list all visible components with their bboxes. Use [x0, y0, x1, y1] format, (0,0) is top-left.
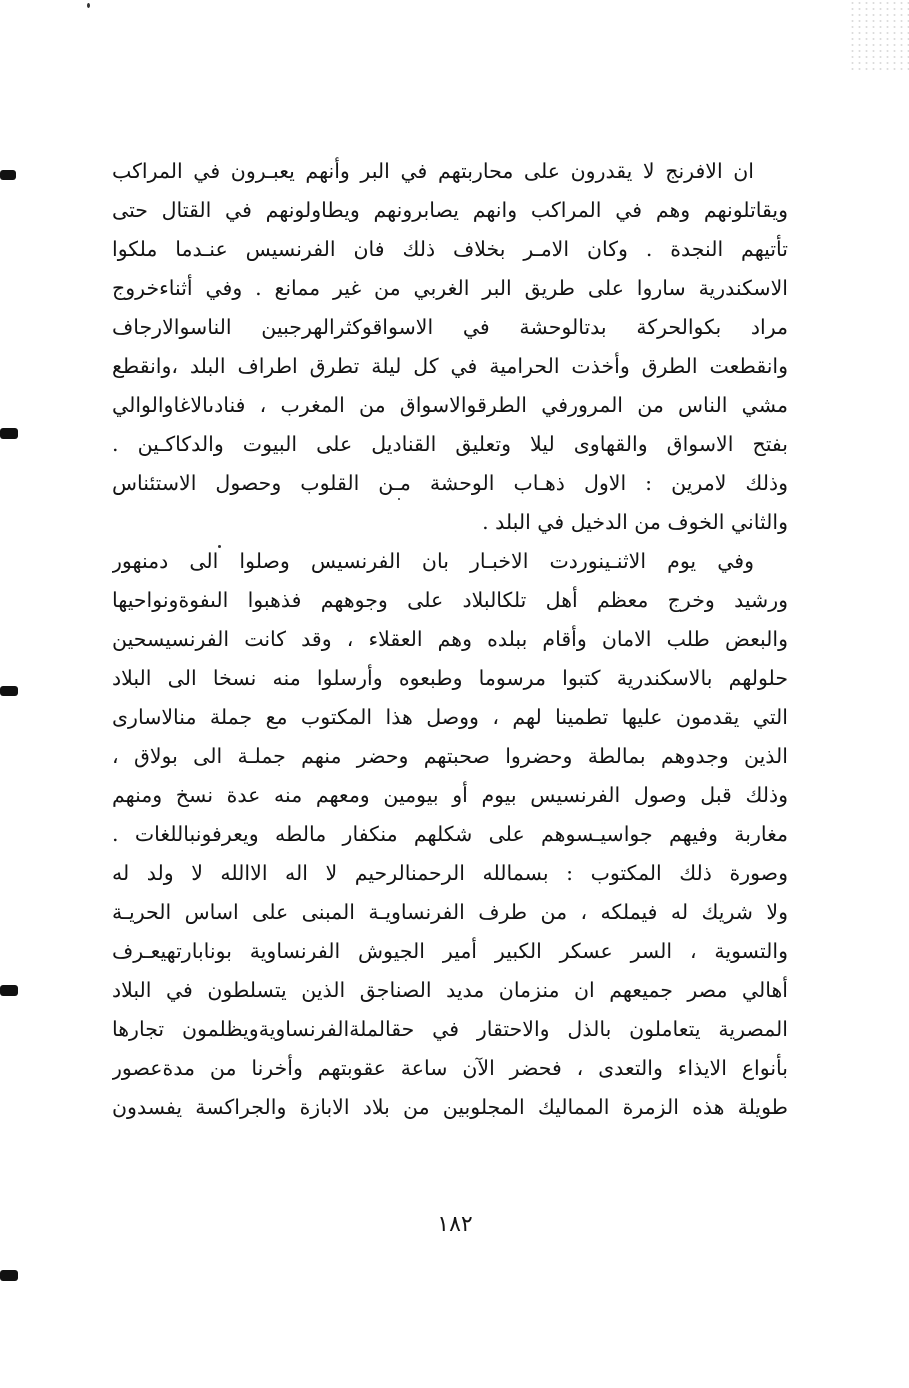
text-line: ويقاتلونهم وهم في المراكب وانهم يصابرونهم ويطاولونهم في القتال حتى: [112, 198, 788, 222]
scan-noise: [849, 0, 909, 70]
text-line: بفتح الاسواق والقهاوى ليلا وتعليق القناديل على البيوت والدكاكـين .: [112, 432, 788, 456]
text-line: ولا شريك له فيملكه ، من طرف الفرنساويـة المبنى على اساس الحريـة: [112, 900, 788, 924]
text-line: بأنواع الايذاء والتعدى ، فحضر الآن ساعة عقوبتهم وأخرنا من مدةعصور: [112, 1056, 788, 1080]
text-line: الاسكندرية ساروا على طريق البر الغربي من غير ممانع . وفي أثناءخروج: [112, 276, 788, 300]
text-line: وفي يوم الاثنـينوردت الاخبـار بان الفرنسيس وصلوا الى دمنهور: [112, 549, 754, 573]
scan-speck: [87, 3, 90, 8]
text-line: طويلة هذه الزمرة المماليك المجلوبين من بلاد الابازة والجراكسة يفسدون: [112, 1095, 788, 1119]
text-line: حلولهم بالاسكندرية كتبوا مرسوما وطبعوه وأرسلوا منه نسخا الى البلاد: [112, 666, 788, 690]
text-line: ان الافرنج لا يقدرون على محاربتهم في البر وأنهم يعبـرون في المراكب: [112, 159, 754, 183]
text-line: المصرية يتعاملون بالذل والاحتقار في حقالملةالفرنساويةويظلمون تجارها: [112, 1017, 788, 1041]
text-line: ورشيد وخرج معظم أهل تلكالبلاد على وجوههم فذهبوا الىفوةونواحيها: [112, 588, 788, 612]
text-line: الذين وجدوهم بمالطة وحضروا صحبتهم وحضر منهم جملـة الى بولاق ،: [112, 744, 788, 768]
scan-mark: [0, 985, 18, 996]
page-number: ١٨٢: [437, 1212, 473, 1237]
text-line: والبعض طلب الامان وأقام ببلده وهم العقلاء ، وقد كانت الفرنسيسحين: [112, 627, 788, 651]
scan-mark: [0, 170, 16, 180]
scan-mark: [0, 428, 18, 439]
text-line: والتسوية ، السر عسكر الكبير أمير الجيوش الفرنساوية بونابارتهيعـرف: [112, 939, 788, 963]
text-line: وصورة ذلك المكتوب : بسمالله الرحمنالرحيم لا اله الاالله لا ولد له: [112, 861, 788, 885]
text-line: وانقطعت الطرق وأخذت الحرامية في كل ليلة تطرق اطراف البلد ،وانقطع: [112, 354, 788, 378]
text-line: وذلك قبل وصول الفرنسيس بيوم أو بيومين ومعهم منه عدة نسخ ومنهم: [112, 783, 788, 807]
text-line: مغاربة وفيهم جواسيـسوهم على شكلهم منكفار مالطه ويعرفونباللغات .: [112, 822, 788, 846]
scan-mark: [0, 686, 18, 696]
text-line: مشي الناس من المرورفي الطرقوالاسواق من المغرب ، فنادىالاغاوالوالي: [112, 393, 788, 417]
text-line: التي يقدمون عليها تطمينا لهم ، ووصل هذا المكتوب مع جملة منالاسارى: [112, 705, 788, 729]
scan-mark: [0, 1270, 18, 1281]
text-line: والثاني الخوف من الدخيل في البلد .: [482, 510, 788, 534]
body-text: [112, 152, 788, 1127]
text-line: وذلك لامرين : الاول ذهـاب الوحشة مـن القلوب وحصول الاستئناس: [112, 471, 788, 495]
text-line: مراد بكوالحركة بدتالوحشة في الاسواقوكثرالهرجبين الناسوالارجاف: [112, 315, 788, 339]
text-line: تأتيهم النجدة . وكان الامـر بخلاف ذلك فان الفرنسيس عنـدما ملكوا: [112, 237, 788, 261]
text-line: أهالي مصر جميعهم ان منزمان مديد الصناجق الذين يتسلطون في البلاد: [112, 978, 788, 1002]
